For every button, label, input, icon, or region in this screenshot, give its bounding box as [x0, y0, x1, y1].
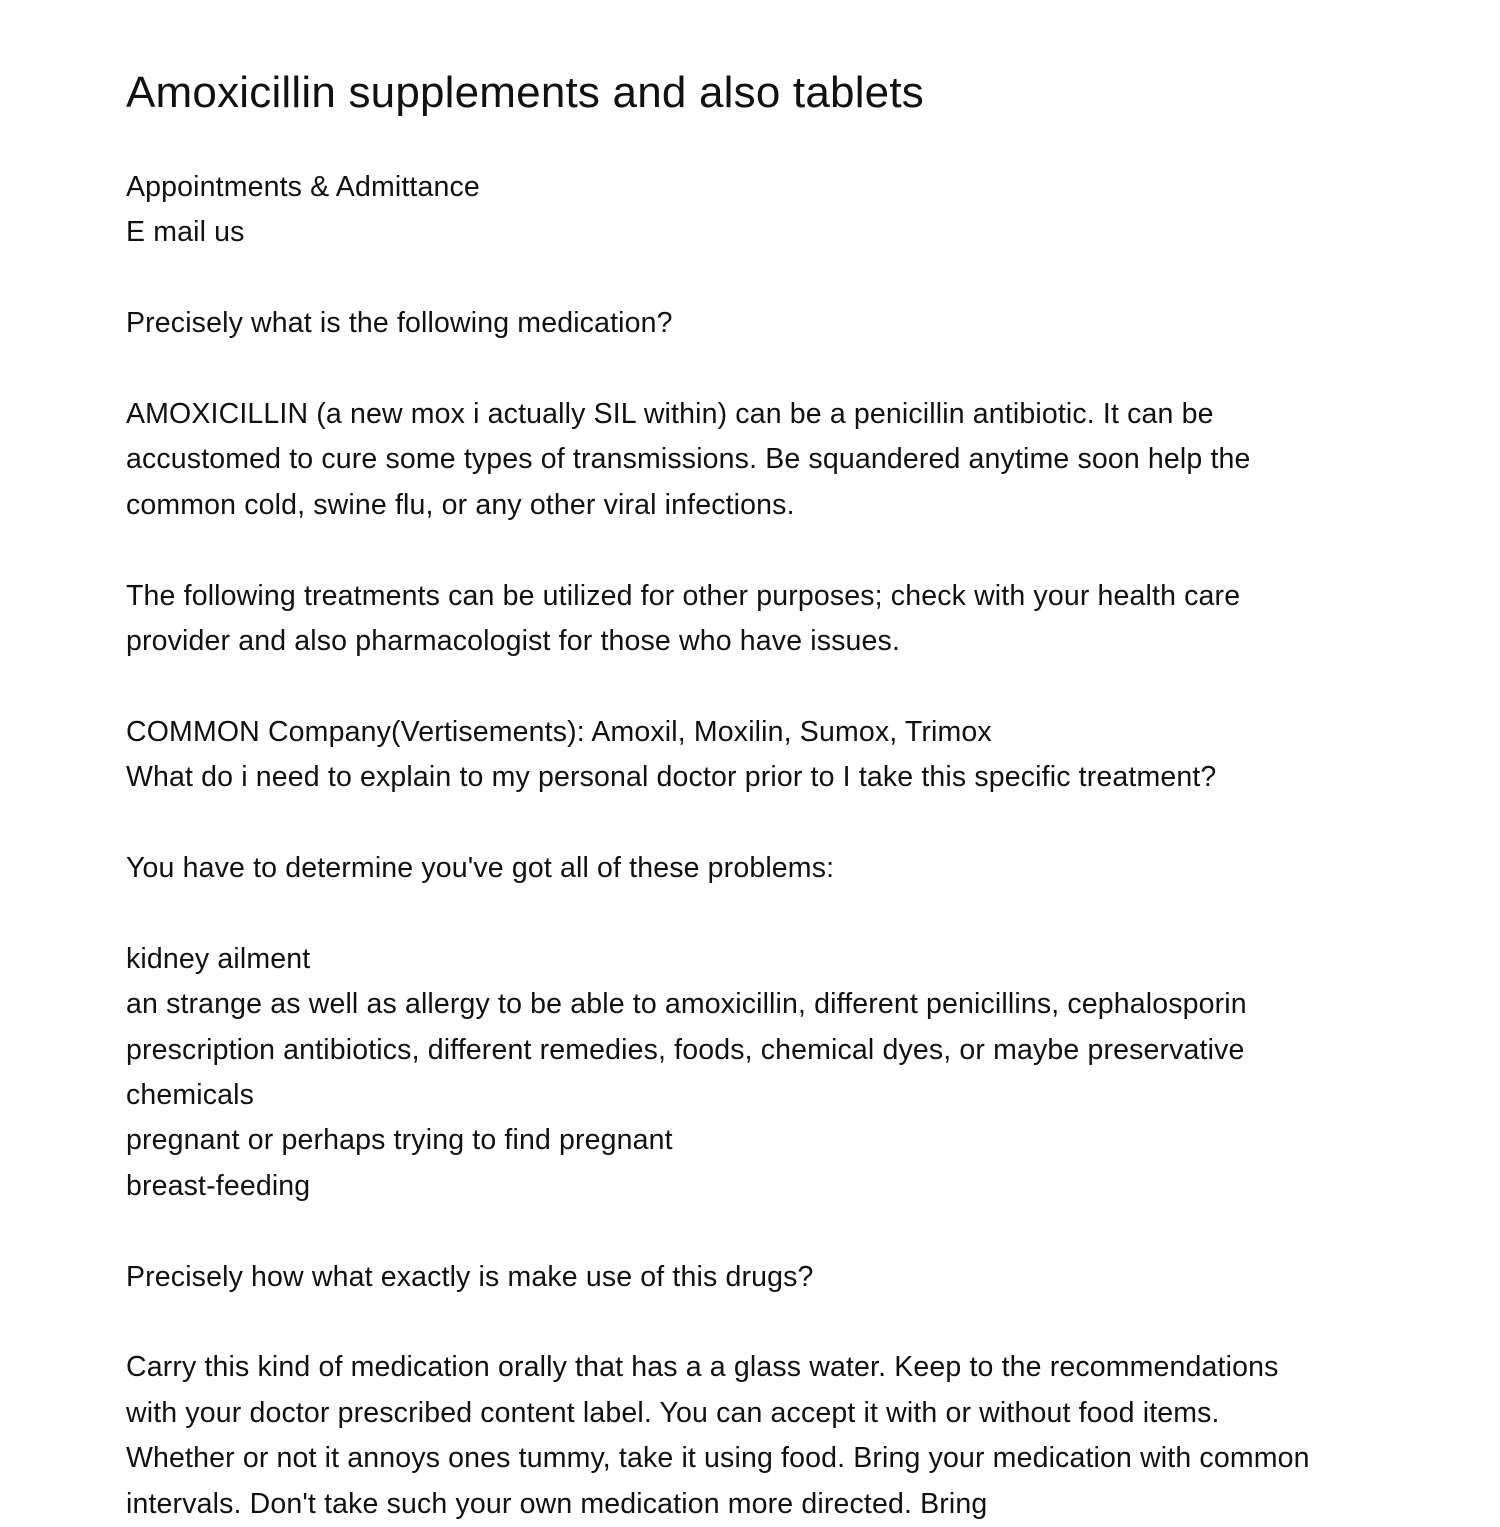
spacer: [126, 528, 1426, 573]
section1-paragraph-line: common cold, swine flu, or any other viral infections.: [126, 488, 795, 521]
section3-paragraph-line: Whether or not it annoys ones tummy, take it using food. Bring your medication with common: [126, 1442, 1310, 1475]
condition-list-item: chemicals: [126, 1079, 255, 1112]
spacer: [126, 801, 1426, 846]
condition-list-item: breast-feeding: [126, 1169, 311, 1202]
condition-list-item: kidney ailment: [126, 942, 311, 975]
appointments-link-text[interactable]: Appointments & Admittance: [126, 171, 480, 203]
section2-intro: You have to determine you've got all of these problems:: [126, 852, 835, 885]
document-content: [126, 66, 1426, 1527]
spacer: [126, 1209, 1426, 1254]
email-link-text[interactable]: E mail us: [126, 216, 245, 249]
condition-list-item: prescription antibiotics, different remedies, foods, chemical dyes, or maybe preservative: [126, 1033, 1245, 1066]
section3-paragraph-line: intervals. Don't take such your own medication more directed. Bring: [126, 1487, 988, 1520]
section1-paragraph-line: AMOXICILLIN (a new mox i actually SIL within) can be a penicillin antibiotic. It can be: [126, 398, 1214, 430]
spacer: [126, 347, 1426, 392]
spacer: [126, 891, 1426, 936]
common-brands: COMMON Company(Vertisements): Amoxil, Moxilin, Sumox, Trimox: [126, 715, 992, 748]
spacer: [126, 1300, 1426, 1345]
document-title: Amoxicillin supplements and also tablets: [126, 68, 924, 117]
condition-list-item: pregnant or perhaps trying to find pregnant: [126, 1124, 673, 1157]
section2-heading: What do i need to explain to my personal doctor prior to I take this specific treatment?: [126, 761, 1217, 794]
section3-heading: Precisely how what exactly is make use of this drugs?: [126, 1260, 814, 1293]
email-link[interactable]: [126, 210, 1426, 255]
condition-list-item: an strange as well as allergy to be able to amoxicillin, different penicillins, cephalosporin: [126, 988, 1247, 1021]
appointments-link[interactable]: [126, 165, 1426, 210]
section1-paragraph-line: accustomed to cure some types of transmissions. Be squandered anytime soon help the: [126, 443, 1251, 476]
spacer: [126, 664, 1426, 709]
spacer: [126, 120, 1426, 165]
section1-heading: Precisely what is the following medication?: [126, 307, 673, 340]
section3-paragraph-line: with your doctor prescribed content label. You can accept it with or without food items.: [126, 1396, 1220, 1429]
section1-paragraph2-line: The following treatments can be utilized for other purposes; check with your health care: [126, 579, 1241, 612]
section3-paragraph-line: Carry this kind of medication orally that has a a glass water. Keep to the recommendations: [126, 1351, 1279, 1384]
section1-paragraph2-line: provider and also pharmacologist for those who have issues.: [126, 625, 901, 658]
spacer: [126, 256, 1426, 301]
